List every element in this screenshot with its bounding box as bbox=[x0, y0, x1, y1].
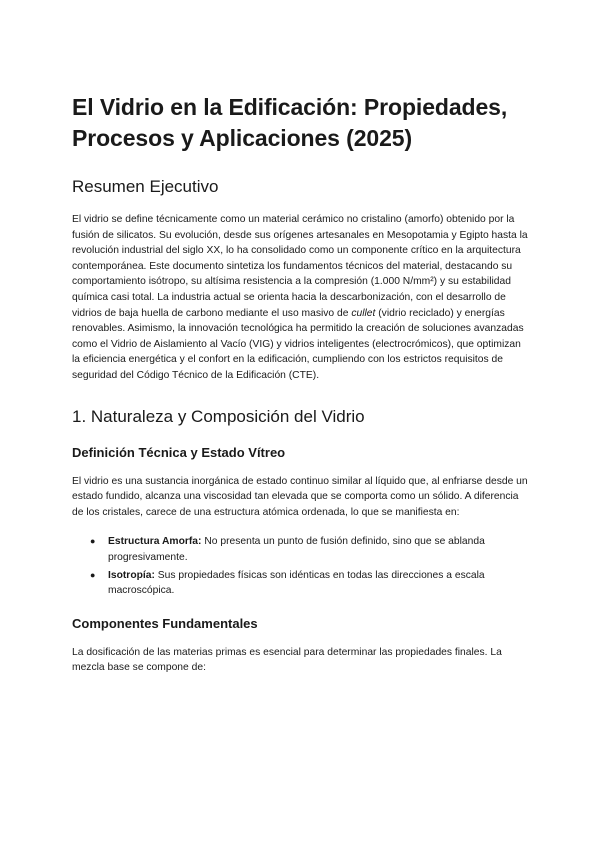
definition-paragraph: El vidrio es una sustancia inorgánica de estado continuo similar al líquido que, al enfriarse desde un estado fundido, alcanza una viscosidad tan elevada que se comporta como un sólido. A diferencia de los cristales, carece de una estructura atómica ordenada, lo que se manifiesta en: bbox=[72, 475, 528, 518]
properties-list bbox=[72, 534, 528, 598]
document-title: El Vidrio en la Edificación: Propiedades, Procesos y Aplicaciones (2025) bbox=[72, 94, 508, 151]
components-paragraph: La dosificación de las materias primas es esencial para determinar las propiedades finales. La mezcla base se compone de: bbox=[72, 646, 502, 674]
bullet-icon: ● bbox=[90, 569, 96, 580]
summary-italic-term: cullet bbox=[351, 307, 376, 319]
bullet-icon: ● bbox=[90, 536, 96, 547]
list-item-term: Estructura Amorfa: bbox=[108, 536, 202, 548]
summary-heading: Resumen Ejecutivo bbox=[72, 177, 219, 196]
list-item bbox=[90, 568, 528, 599]
summary-text-part-2: (vidrio reciclado) y energías renovables. Asimismo, la innovación tecnológica ha permitido la creación de soluciones avanzadas como el Vidrio de Aislamiento al Vacío (VIG) y vidrios inteligentes (electrocrómicos), que optimizan la eficiencia energética y el confort en la edificación, cumpliendo con los estrictos requisitos de seguridad del Código Técnico de la Edificación (CTE). bbox=[72, 307, 524, 381]
subsection-components-heading: Componentes Fundamentales bbox=[72, 615, 258, 631]
document-page bbox=[72, 92, 528, 690]
list-item-description: Sus propiedades físicas son idénticas en todas las direcciones a escala macroscópica. bbox=[108, 569, 485, 597]
section-1-heading: 1. Naturaleza y Composición del Vidrio bbox=[72, 406, 365, 426]
summary-paragraph bbox=[72, 212, 528, 384]
list-item-term: Isotropía: bbox=[108, 569, 155, 581]
summary-text-part-1: El vidrio se define técnicamente como un material cerámico no cristalino (amorfo) obtenido por la fusión de silicatos. Su evolución, desde sus orígenes artesanales en Mesopotamia y Egipto hasta la revolución industrial del siglo XX, lo ha consolidado como un componente crítico en la arquitectura contemporánea. Este documento sintetiza los fundamentos técnicos del material, destacando su comportamiento isótropo, su altísima resistencia a la compresión (1.000 N/mm²) y su estabilidad química casi total. La industria actual se orienta hacia la descarbonización, con el desarrollo de vidrios de baja huella de carbono mediante el uso masivo de bbox=[72, 214, 528, 319]
subsection-definition-heading: Definición Técnica y Estado Vítreo bbox=[72, 444, 286, 460]
list-item bbox=[90, 534, 528, 565]
list-item-description: No presenta un punto de fusión definido, sino que se ablanda progresivamente. bbox=[108, 536, 485, 563]
